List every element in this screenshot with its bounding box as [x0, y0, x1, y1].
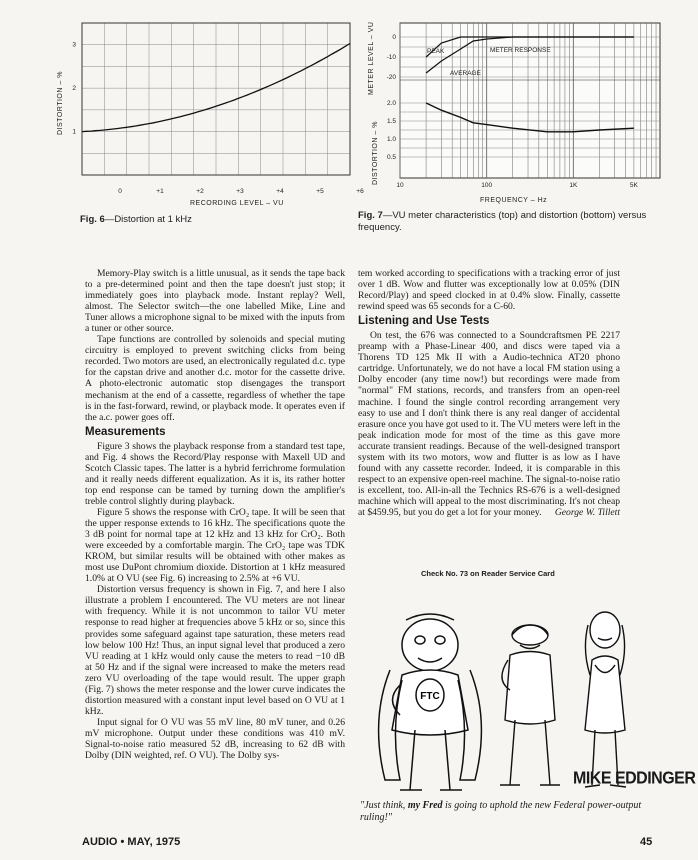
left-column [85, 268, 345, 761]
fig7-xtick: 10 [396, 182, 404, 189]
body-paragraph: Distortion versus frequency is shown in Fig. 7, and here I also illustrate a problem I encountered. The VU meters are not linear with frequency. While it is not uncommon to tailor VU meter response to read higher at frequencies above 5 kHz or so, since this provides some safeguard against tape saturation, these meters read low below 100 Hz! Thus, an input signal level that produced a zero VU reading at 1 kHz would only cause the meters to read −10 dB at 50 Hz and if the signal were increased to make the meters read zero VU overloading of the tape would result. The upper graph (Fig. 7) shows the meter response and the lower curve indicates the distortion measured with a constant input level based on O VU at 1 kHz. [85, 584, 345, 717]
heading-listening: Listening and Use Tests [358, 315, 490, 328]
fig7-bottom-ylabel: DISTORTION – % [372, 121, 379, 185]
fig6-ylabel: DISTORTION – % [57, 71, 64, 135]
footer-page-number: 45 [640, 836, 653, 848]
cartoon-woman [585, 612, 626, 787]
fig7-top-ytick: -20 [386, 74, 396, 81]
fig6-xtick: 0 [118, 188, 122, 195]
body-paragraph-text: On test, the 676 was connected to a Soundcraftsmen PE 2217 preamp with a Phase-Linear 400, and discs were taped via a Thorens TD 125 Mk II with a Audio-technica AT20 phono cartridge. Unfortunately, we do not have a local FM station using a Dolby encoder (any time now!) but recordings were made from "normal" FM stations, records, and transfers from an open-reel machine. I found the single control recording arrangement very easy to use and I don't think there is any real danger of accidental erasure once you have got used to it. The VU meters were left in the peak indication mode for most of the time as this gave more accurate transient readings. Because of the well-designed transport system with its two motors, wow and flutter is as low as I have found with any cassette recorder. Indeed, it is comparable in this respect to an expensive open-reel machine. The signal-to-noise ratio is excellent, too. All-in-all the Technics RS-676 is a well-designed machine which will appeal to the most discriminating. It's not cheap at $459.95, but you do get a lot for your money. [358, 330, 620, 518]
fig7-top-ylabel: METER LEVEL – VU [368, 21, 375, 95]
fig7-xlabel: FREQUENCY – Hz [480, 197, 548, 204]
author-name: George W. Tillett [554, 506, 620, 518]
fig7-xtick: 1K [569, 182, 578, 189]
body-paragraph [358, 330, 620, 518]
fig6-ytick: 2 [72, 85, 76, 93]
fig6-xlabel: RECORDING LEVEL – VU [190, 200, 284, 207]
fig6-caption-label: Fig. 6 [80, 214, 105, 225]
body-paragraph: Tape functions are controlled by solenoids and special muting circuitry is employed to prevent switching clicks from being recorded. Two motors are used, an electronically regulated d.c. type for the capstan drive and another d.c. motor for the cassette drive. A photo-electronic automatic stop disengages the transport mechanism at the end of a cassette, regardless of whether the tape is in the fast-forward, rewind, or playback mode. It operates even if the a.c. power goes off. [85, 334, 345, 423]
right-column [358, 268, 620, 518]
fig7-caption-label: Fig. 7 [358, 210, 383, 221]
fig7-caption-text: —VU meter characteristics (top) and distortion (bottom) versus frequency. [358, 210, 647, 233]
fig6-caption-text: —Distortion at 1 kHz [104, 214, 192, 225]
cartoon-caption-pre: "Just think, [360, 800, 408, 811]
fig7-label-peak: PEAK [427, 48, 445, 55]
fig6-ytick: 1 [72, 128, 76, 136]
body-paragraph: Figure 5 shows the response with CrO₂ tape. It will be seen that the upper response extends to 16 kHz. The specifications quote the 3 dB point for normal tape at 12 kHz and 13 kHz for CrO₂. Both were exceeded by a comfortable margin. The CrO₂ tape was TDK KROM, but similar results will be obtained with other makes as most use DuPont chromium dioxide. Distortion at 1 kHz measured 1.0% at O VU (see Fig. 6) increasing to 2.5% at +6 VU. [85, 506, 345, 585]
fig6-xtick: +4 [276, 188, 284, 195]
fig6-xtick: +5 [316, 188, 324, 195]
heading-measurements: Measurements [85, 425, 166, 438]
fig7-label-meter: METER RESPONSE [490, 47, 551, 54]
fig6-xtick: +2 [196, 188, 204, 195]
fig6-xtick: +3 [236, 188, 244, 195]
fig7-bottom-ytick: 2.0 [386, 100, 396, 107]
body-paragraph: Figure 3 shows the playback response from a standard test tape, and Fig. 4 shows the Record/Play response with Maxell UD and Scotch Classic tapes. The latter is a hybrid ferrichrome formulation and it really needs different equalization. As it is, its rather hotter top end response can be tamed by turning down the amplifier's treble control slightly during playback. [85, 440, 345, 507]
cartoon-caption [360, 800, 660, 824]
cartoon-caption-post: is going to uphold the new Federal power-output ruling!" [360, 800, 642, 823]
cartoon-signature: MIKE EDDINGER [573, 769, 696, 788]
fig6-caption [80, 214, 192, 226]
body-paragraph: Input signal for O VU was 55 mV line, 80 mV tuner, and 0.26 mV microphone. Output under these conditions was 410 mV. Signal-to-noise ratio measured 52 dB, increasing to 62 dB with Dolby (DIN weighted, ref. O VU). The Dolby sys- [85, 716, 345, 762]
fig7-chart [355, 15, 675, 210]
fig7-top-ytick: 0 [392, 34, 396, 41]
cartoon-caption-em: my Fred [407, 800, 443, 811]
fig7-bottom-ytick: 1.5 [386, 118, 396, 125]
fig7-label-average: AVERAGE [450, 70, 481, 77]
cartoon-boy [500, 625, 560, 785]
reader-service-note: Check No. 73 on Reader Service Card [421, 569, 555, 578]
fig6-ytick: 3 [72, 41, 76, 49]
cartoon-badge: FTC [420, 691, 440, 702]
fig7-xtick: 5K [629, 182, 638, 189]
fig6-chart [40, 15, 364, 210]
fig6-xtick: +1 [156, 188, 164, 195]
fig7-xtick: 100 [481, 182, 493, 189]
fig7-bottom-ytick: 0.5 [386, 154, 396, 161]
body-paragraph: Memory-Play switch is a little unusual, as it sends the tape back to a pre-determined point and then the tape doesn't just stop; it immediately goes into playback mode. Instant replay? Well, almost. The Selector switch—the one labelled Mike, Line and Tuner allows a microphone signal to be mixed with the inputs from a tuner or other source. [85, 268, 345, 335]
footer-magazine: AUDIO • MAY, 1975 [82, 836, 181, 848]
fig6-xtick: +6 [356, 188, 364, 195]
fig7-caption [358, 210, 678, 234]
fig7-bottom-ytick: 1.0 [386, 136, 396, 143]
body-paragraph: tem worked according to specifications with a tracking error of just over 1 dB. Wow and flutter was exceptionally low at 0.05% (DIN Record/Play) and speed clocked in at 0.4% slow. Finally, cassette rewind speed was 65 seconds for a C-60. [358, 268, 620, 313]
fig7-top-ytick: -10 [386, 54, 396, 61]
